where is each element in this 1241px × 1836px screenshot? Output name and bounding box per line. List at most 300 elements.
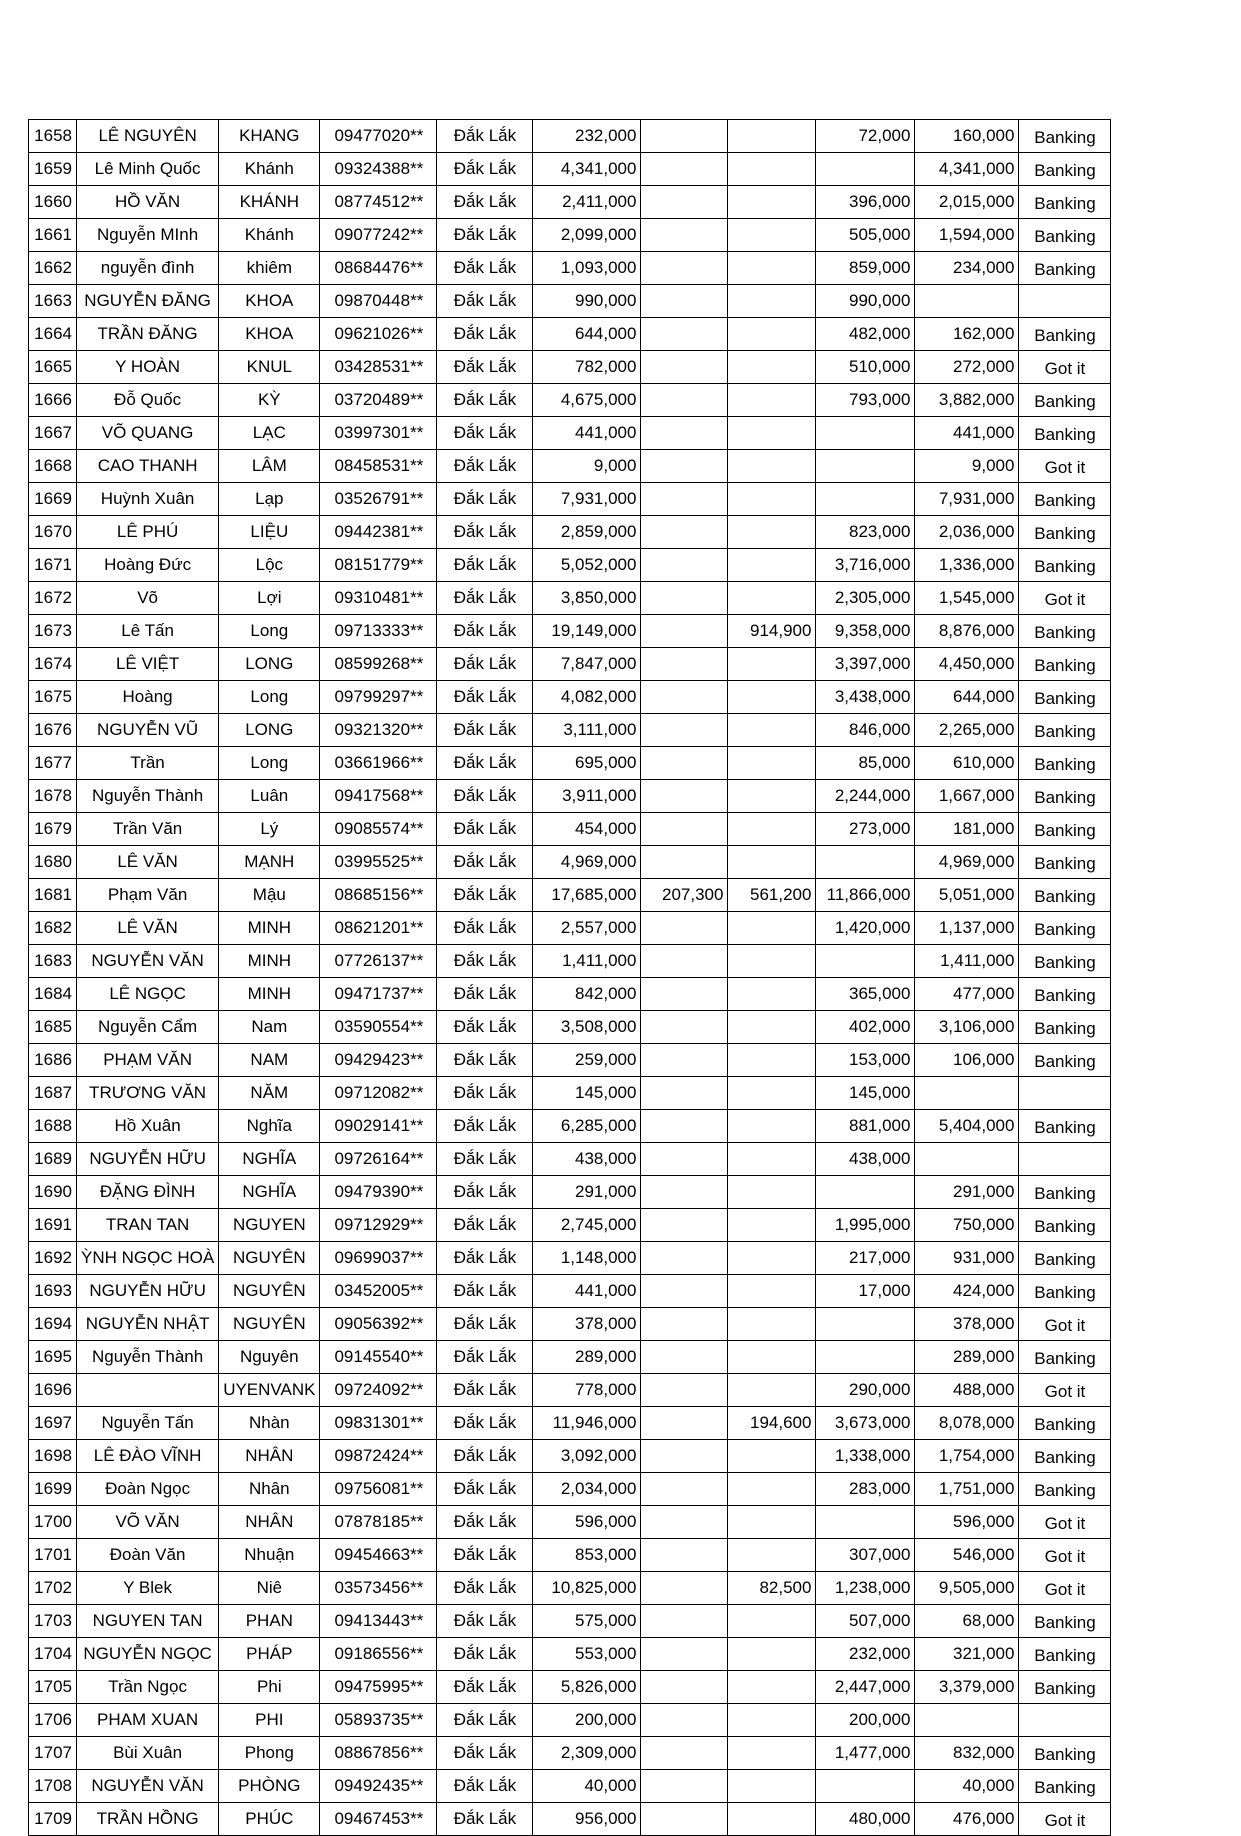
province-cell: Đắk Lắk <box>437 615 533 648</box>
remaining-amount-cell <box>915 1077 1019 1110</box>
last-name-cell: Nam <box>219 1011 320 1044</box>
first-name-cell: Võ <box>77 582 219 615</box>
paid-amount-cell: 1,477,000 <box>816 1737 915 1770</box>
remaining-amount-cell: 488,000 <box>915 1374 1019 1407</box>
province-cell: Đắk Lắk <box>437 1110 533 1143</box>
total-amount-cell: 232,000 <box>533 120 641 153</box>
paid-amount-cell: 3,397,000 <box>816 648 915 681</box>
province-cell: Đắk Lắk <box>437 1341 533 1374</box>
paid-amount-cell <box>816 1341 915 1374</box>
payment-method-cell: Banking <box>1019 1044 1111 1077</box>
total-amount-cell: 200,000 <box>533 1704 641 1737</box>
deduction-b-cell: 561,200 <box>728 879 816 912</box>
deduction-a-cell <box>641 1473 728 1506</box>
total-amount-cell: 1,093,000 <box>533 252 641 285</box>
total-amount-cell: 3,508,000 <box>533 1011 641 1044</box>
remaining-amount-cell: 8,876,000 <box>915 615 1019 648</box>
deduction-a-cell <box>641 1077 728 1110</box>
province-cell: Đắk Lắk <box>437 318 533 351</box>
first-name-cell: Nguyễn Tấn <box>77 1407 219 1440</box>
phone-cell: 09056392** <box>320 1308 437 1341</box>
province-cell: Đắk Lắk <box>437 648 533 681</box>
province-cell: Đắk Lắk <box>437 252 533 285</box>
first-name-cell: NGUYỄN HỮU <box>77 1143 219 1176</box>
phone-cell: 09429423** <box>320 1044 437 1077</box>
row-number-cell: 1661 <box>29 219 77 252</box>
first-name-cell: Phạm Văn <box>77 879 219 912</box>
payment-method-cell: Banking <box>1019 1209 1111 1242</box>
deduction-a-cell <box>641 1011 728 1044</box>
remaining-amount-cell: 1,667,000 <box>915 780 1019 813</box>
total-amount-cell: 11,946,000 <box>533 1407 641 1440</box>
deduction-a-cell <box>641 450 728 483</box>
deduction-a-cell <box>641 384 728 417</box>
phone-cell: 07878185** <box>320 1506 437 1539</box>
total-amount-cell: 2,034,000 <box>533 1473 641 1506</box>
row-number-cell: 1705 <box>29 1671 77 1704</box>
deduction-b-cell: 914,900 <box>728 615 816 648</box>
table-row <box>29 1374 1111 1407</box>
province-cell: Đắk Lắk <box>437 912 533 945</box>
last-name-cell: KNUL <box>219 351 320 384</box>
deduction-a-cell <box>641 1242 728 1275</box>
payment-method-cell: Banking <box>1019 1770 1111 1803</box>
paid-amount-cell: 881,000 <box>816 1110 915 1143</box>
first-name-cell: ĐẶNG ĐÌNH <box>77 1176 219 1209</box>
table-row <box>29 483 1111 516</box>
total-amount-cell: 990,000 <box>533 285 641 318</box>
province-cell: Đắk Lắk <box>437 1704 533 1737</box>
deduction-b-cell <box>728 1605 816 1638</box>
total-amount-cell: 3,911,000 <box>533 780 641 813</box>
row-number-cell: 1708 <box>29 1770 77 1803</box>
total-amount-cell: 778,000 <box>533 1374 641 1407</box>
paid-amount-cell: 273,000 <box>816 813 915 846</box>
payment-method-cell: Banking <box>1019 549 1111 582</box>
deduction-b-cell <box>728 417 816 450</box>
total-amount-cell: 1,148,000 <box>533 1242 641 1275</box>
last-name-cell: NAM <box>219 1044 320 1077</box>
deduction-b-cell <box>728 153 816 186</box>
paid-amount-cell: 2,244,000 <box>816 780 915 813</box>
first-name-cell: NGUYỄN NHẬT <box>77 1308 219 1341</box>
table-row <box>29 648 1111 681</box>
remaining-amount-cell: 4,450,000 <box>915 648 1019 681</box>
remaining-amount-cell: 596,000 <box>915 1506 1019 1539</box>
row-number-cell: 1674 <box>29 648 77 681</box>
table-row <box>29 318 1111 351</box>
deduction-a-cell <box>641 516 728 549</box>
phone-cell: 03428531** <box>320 351 437 384</box>
deduction-a-cell <box>641 978 728 1011</box>
deduction-a-cell <box>641 1605 728 1638</box>
table-row <box>29 1539 1111 1572</box>
province-cell: Đắk Lắk <box>437 780 533 813</box>
table-row <box>29 1440 1111 1473</box>
last-name-cell: Nhuận <box>219 1539 320 1572</box>
table-row <box>29 1770 1111 1803</box>
deduction-a-cell <box>641 780 728 813</box>
total-amount-cell: 5,052,000 <box>533 549 641 582</box>
province-cell: Đắk Lắk <box>437 846 533 879</box>
table-row <box>29 549 1111 582</box>
last-name-cell: Nhân <box>219 1473 320 1506</box>
paid-amount-cell: 145,000 <box>816 1077 915 1110</box>
paid-amount-cell: 153,000 <box>816 1044 915 1077</box>
paid-amount-cell <box>816 846 915 879</box>
payment-method-cell: Banking <box>1019 252 1111 285</box>
remaining-amount-cell: 1,594,000 <box>915 219 1019 252</box>
table-row <box>29 1572 1111 1605</box>
table-row <box>29 615 1111 648</box>
remaining-amount-cell: 2,015,000 <box>915 186 1019 219</box>
phone-cell: 09077242** <box>320 219 437 252</box>
payment-method-cell: Banking <box>1019 1407 1111 1440</box>
deduction-b-cell <box>728 516 816 549</box>
last-name-cell: Long <box>219 681 320 714</box>
first-name-cell: TRƯƠNG VĂN <box>77 1077 219 1110</box>
table-row <box>29 1011 1111 1044</box>
total-amount-cell: 10,825,000 <box>533 1572 641 1605</box>
remaining-amount-cell: 750,000 <box>915 1209 1019 1242</box>
deduction-a-cell <box>641 912 728 945</box>
first-name-cell: Lê Tấn <box>77 615 219 648</box>
row-number-cell: 1670 <box>29 516 77 549</box>
remaining-amount-cell: 3,379,000 <box>915 1671 1019 1704</box>
phone-cell: 09467453** <box>320 1803 437 1836</box>
total-amount-cell: 644,000 <box>533 318 641 351</box>
paid-amount-cell: 823,000 <box>816 516 915 549</box>
province-cell: Đắk Lắk <box>437 549 533 582</box>
province-cell: Đắk Lắk <box>437 1737 533 1770</box>
paid-amount-cell: 3,438,000 <box>816 681 915 714</box>
deduction-a-cell <box>641 1671 728 1704</box>
payment-method-cell: Banking <box>1019 186 1111 219</box>
paid-amount-cell: 11,866,000 <box>816 879 915 912</box>
table-row <box>29 219 1111 252</box>
row-number-cell: 1672 <box>29 582 77 615</box>
deduction-b-cell <box>728 1110 816 1143</box>
total-amount-cell: 3,092,000 <box>533 1440 641 1473</box>
remaining-amount-cell: 272,000 <box>915 351 1019 384</box>
province-cell: Đắk Lắk <box>437 1638 533 1671</box>
remaining-amount-cell: 931,000 <box>915 1242 1019 1275</box>
province-cell: Đắk Lắk <box>437 1209 533 1242</box>
remaining-amount-cell: 477,000 <box>915 978 1019 1011</box>
deduction-b-cell <box>728 351 816 384</box>
province-cell: Đắk Lắk <box>437 1506 533 1539</box>
deduction-b-cell <box>728 1275 816 1308</box>
phone-cell: 09492435** <box>320 1770 437 1803</box>
first-name-cell: LÊ PHÚ <box>77 516 219 549</box>
table-row <box>29 1737 1111 1770</box>
province-cell: Đắk Lắk <box>437 1044 533 1077</box>
paid-amount-cell: 505,000 <box>816 219 915 252</box>
total-amount-cell: 4,969,000 <box>533 846 641 879</box>
phone-cell: 09712082** <box>320 1077 437 1110</box>
phone-cell: 09726164** <box>320 1143 437 1176</box>
table-row <box>29 1341 1111 1374</box>
deduction-b-cell <box>728 1440 816 1473</box>
phone-cell: 09621026** <box>320 318 437 351</box>
province-cell: Đắk Lắk <box>437 186 533 219</box>
row-number-cell: 1697 <box>29 1407 77 1440</box>
phone-cell: 09477020** <box>320 120 437 153</box>
phone-cell: 09145540** <box>320 1341 437 1374</box>
row-number-cell: 1680 <box>29 846 77 879</box>
province-cell: Đắk Lắk <box>437 1308 533 1341</box>
row-number-cell: 1678 <box>29 780 77 813</box>
phone-cell: 09870448** <box>320 285 437 318</box>
last-name-cell: Lộc <box>219 549 320 582</box>
first-name-cell: NGUYỄN VĂN <box>77 945 219 978</box>
table-row <box>29 153 1111 186</box>
row-number-cell: 1702 <box>29 1572 77 1605</box>
remaining-amount-cell: 1,411,000 <box>915 945 1019 978</box>
last-name-cell: Mậu <box>219 879 320 912</box>
deduction-a-cell <box>641 615 728 648</box>
total-amount-cell: 956,000 <box>533 1803 641 1836</box>
deduction-b-cell <box>728 681 816 714</box>
total-amount-cell: 7,847,000 <box>533 648 641 681</box>
deduction-a-cell <box>641 483 728 516</box>
phone-cell: 09724092** <box>320 1374 437 1407</box>
paid-amount-cell: 846,000 <box>816 714 915 747</box>
province-cell: Đắk Lắk <box>437 1242 533 1275</box>
last-name-cell: NGUYEN <box>219 1209 320 1242</box>
paid-amount-cell: 510,000 <box>816 351 915 384</box>
row-number-cell: 1701 <box>29 1539 77 1572</box>
payment-method-cell: Banking <box>1019 747 1111 780</box>
row-number-cell: 1669 <box>29 483 77 516</box>
payment-method-cell: Banking <box>1019 879 1111 912</box>
payment-method-cell: Banking <box>1019 219 1111 252</box>
data-table <box>28 119 1111 1836</box>
paid-amount-cell: 1,995,000 <box>816 1209 915 1242</box>
row-number-cell: 1704 <box>29 1638 77 1671</box>
deduction-a-cell <box>641 417 728 450</box>
province-cell: Đắk Lắk <box>437 450 533 483</box>
paid-amount-cell <box>816 1176 915 1209</box>
phone-cell: 08621201** <box>320 912 437 945</box>
phone-cell: 03526791** <box>320 483 437 516</box>
remaining-amount-cell: 1,754,000 <box>915 1440 1019 1473</box>
deduction-a-cell <box>641 1407 728 1440</box>
phone-cell: 09186556** <box>320 1638 437 1671</box>
last-name-cell: PHÚC <box>219 1803 320 1836</box>
deduction-a-cell <box>641 1176 728 1209</box>
province-cell: Đắk Lắk <box>437 120 533 153</box>
payment-method-cell: Got it <box>1019 1308 1111 1341</box>
payment-method-cell: Banking <box>1019 483 1111 516</box>
payment-method-cell: Got it <box>1019 1572 1111 1605</box>
province-cell: Đắk Lắk <box>437 483 533 516</box>
first-name-cell: LÊ VĂN <box>77 912 219 945</box>
row-number-cell: 1709 <box>29 1803 77 1836</box>
payment-method-cell <box>1019 1077 1111 1110</box>
first-name-cell: Y HOÀN <box>77 351 219 384</box>
row-number-cell: 1666 <box>29 384 77 417</box>
total-amount-cell: 4,675,000 <box>533 384 641 417</box>
last-name-cell: PHAN <box>219 1605 320 1638</box>
payment-method-cell: Got it <box>1019 450 1111 483</box>
total-amount-cell: 19,149,000 <box>533 615 641 648</box>
total-amount-cell: 5,826,000 <box>533 1671 641 1704</box>
last-name-cell: PHÒNG <box>219 1770 320 1803</box>
paid-amount-cell: 402,000 <box>816 1011 915 1044</box>
last-name-cell: khiêm <box>219 252 320 285</box>
row-number-cell: 1668 <box>29 450 77 483</box>
first-name-cell: LÊ NGUYÊN <box>77 120 219 153</box>
table-row <box>29 747 1111 780</box>
payment-method-cell: Banking <box>1019 417 1111 450</box>
deduction-b-cell <box>728 120 816 153</box>
table-row <box>29 681 1111 714</box>
phone-cell: 09872424** <box>320 1440 437 1473</box>
table-row <box>29 1506 1111 1539</box>
first-name-cell: Đỗ Quốc <box>77 384 219 417</box>
total-amount-cell: 441,000 <box>533 417 641 450</box>
deduction-b-cell <box>728 1770 816 1803</box>
row-number-cell: 1677 <box>29 747 77 780</box>
row-number-cell: 1689 <box>29 1143 77 1176</box>
deduction-a-cell <box>641 813 728 846</box>
table-row <box>29 1704 1111 1737</box>
row-number-cell: 1694 <box>29 1308 77 1341</box>
first-name-cell: Y Blek <box>77 1572 219 1605</box>
total-amount-cell: 3,111,000 <box>533 714 641 747</box>
remaining-amount-cell: 5,404,000 <box>915 1110 1019 1143</box>
deduction-a-cell <box>641 681 728 714</box>
deduction-a-cell <box>641 1638 728 1671</box>
deduction-b-cell <box>728 1737 816 1770</box>
province-cell: Đắk Lắk <box>437 714 533 747</box>
total-amount-cell: 853,000 <box>533 1539 641 1572</box>
last-name-cell: Long <box>219 747 320 780</box>
deduction-a-cell <box>641 549 728 582</box>
remaining-amount-cell: 160,000 <box>915 120 1019 153</box>
last-name-cell: LÂM <box>219 450 320 483</box>
payment-method-cell: Banking <box>1019 384 1111 417</box>
deduction-b-cell <box>728 780 816 813</box>
phone-cell: 09712929** <box>320 1209 437 1242</box>
table-row <box>29 1638 1111 1671</box>
phone-cell: 09479390** <box>320 1176 437 1209</box>
total-amount-cell: 575,000 <box>533 1605 641 1638</box>
last-name-cell: LONG <box>219 714 320 747</box>
row-number-cell: 1692 <box>29 1242 77 1275</box>
deduction-b-cell <box>728 1077 816 1110</box>
deduction-a-cell <box>641 120 728 153</box>
province-cell: Đắk Lắk <box>437 978 533 1011</box>
remaining-amount-cell: 68,000 <box>915 1605 1019 1638</box>
total-amount-cell: 17,685,000 <box>533 879 641 912</box>
phone-cell: 03590554** <box>320 1011 437 1044</box>
deduction-a-cell <box>641 1506 728 1539</box>
last-name-cell: Lợi <box>219 582 320 615</box>
payment-method-cell: Banking <box>1019 1440 1111 1473</box>
first-name-cell: HỒ VĂN <box>77 186 219 219</box>
deduction-a-cell <box>641 219 728 252</box>
total-amount-cell: 291,000 <box>533 1176 641 1209</box>
payment-method-cell: Banking <box>1019 1242 1111 1275</box>
table-row <box>29 1044 1111 1077</box>
last-name-cell: Nguyên <box>219 1341 320 1374</box>
province-cell: Đắk Lắk <box>437 945 533 978</box>
last-name-cell: LONG <box>219 648 320 681</box>
province-cell: Đắk Lắk <box>437 681 533 714</box>
payment-method-cell: Banking <box>1019 153 1111 186</box>
phone-cell: 08458531** <box>320 450 437 483</box>
total-amount-cell: 553,000 <box>533 1638 641 1671</box>
table-row <box>29 1242 1111 1275</box>
last-name-cell: KHOA <box>219 285 320 318</box>
deduction-a-cell <box>641 648 728 681</box>
total-amount-cell: 4,082,000 <box>533 681 641 714</box>
province-cell: Đắk Lắk <box>437 153 533 186</box>
paid-amount-cell <box>816 483 915 516</box>
total-amount-cell: 145,000 <box>533 1077 641 1110</box>
table-row <box>29 846 1111 879</box>
phone-cell: 03452005** <box>320 1275 437 1308</box>
deduction-a-cell <box>641 1374 728 1407</box>
remaining-amount-cell: 8,078,000 <box>915 1407 1019 1440</box>
deduction-b-cell <box>728 1341 816 1374</box>
province-cell: Đắk Lắk <box>437 384 533 417</box>
total-amount-cell: 695,000 <box>533 747 641 780</box>
remaining-amount-cell: 1,336,000 <box>915 549 1019 582</box>
table-row <box>29 1407 1111 1440</box>
row-number-cell: 1690 <box>29 1176 77 1209</box>
deduction-b-cell <box>728 384 816 417</box>
last-name-cell: Khánh <box>219 219 320 252</box>
payment-method-cell <box>1019 1704 1111 1737</box>
last-name-cell: KHOA <box>219 318 320 351</box>
table-row <box>29 714 1111 747</box>
table-row <box>29 1077 1111 1110</box>
table-row <box>29 1473 1111 1506</box>
table-row <box>29 1176 1111 1209</box>
deduction-a-cell <box>641 351 728 384</box>
deduction-b-cell <box>728 186 816 219</box>
first-name-cell: nguyễn đình <box>77 252 219 285</box>
remaining-amount-cell: 234,000 <box>915 252 1019 285</box>
paid-amount-cell: 3,716,000 <box>816 549 915 582</box>
last-name-cell: Lý <box>219 813 320 846</box>
province-cell: Đắk Lắk <box>437 582 533 615</box>
paid-amount-cell <box>816 153 915 186</box>
deduction-a-cell <box>641 1803 728 1836</box>
phone-cell: 03997301** <box>320 417 437 450</box>
deduction-b-cell <box>728 1308 816 1341</box>
first-name-cell: LÊ NGỌC <box>77 978 219 1011</box>
total-amount-cell: 2,557,000 <box>533 912 641 945</box>
table-row <box>29 1803 1111 1836</box>
row-number-cell: 1681 <box>29 879 77 912</box>
payment-method-cell: Got it <box>1019 351 1111 384</box>
row-number-cell: 1683 <box>29 945 77 978</box>
province-cell: Đắk Lắk <box>437 1803 533 1836</box>
table-row <box>29 1209 1111 1242</box>
remaining-amount-cell: 832,000 <box>915 1737 1019 1770</box>
last-name-cell: MẠNH <box>219 846 320 879</box>
province-cell: Đắk Lắk <box>437 1539 533 1572</box>
total-amount-cell: 289,000 <box>533 1341 641 1374</box>
deduction-a-cell <box>641 1110 728 1143</box>
payment-method-cell: Banking <box>1019 1110 1111 1143</box>
remaining-amount-cell: 2,036,000 <box>915 516 1019 549</box>
row-number-cell: 1687 <box>29 1077 77 1110</box>
